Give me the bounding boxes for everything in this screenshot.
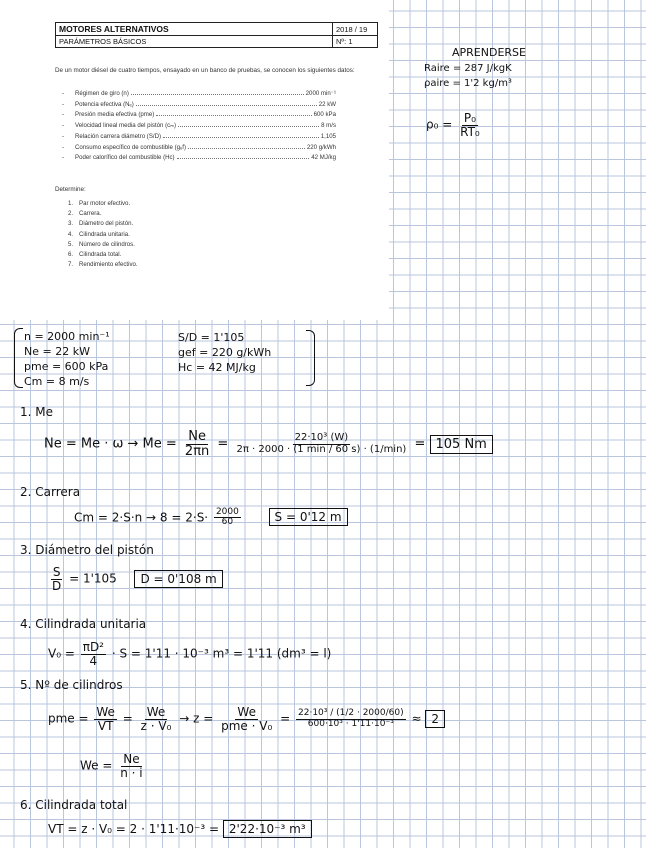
note-rho0-formula: ρ₀ = $\frac{\text{P₀}}{\text{RT₀}}$ [426, 111, 480, 139]
task-item: 1. Par motor efectivo. [68, 200, 131, 207]
data-item: - Régimen de giro (n) 2000 min⁻¹ [62, 90, 336, 97]
givens-left: n = 2000 min⁻¹ Ne = 22 kW pme = 600 kPa Cm = 8 m/s [24, 330, 110, 388]
step-5-equation: pme = $\frac{We}{VT}$ = $\frac{We}{\text{z · V₀}}$ → z = $\frac{We}{\text{pme · V₀}}$ = $\frac{\text{22·10³ / (1/2 · 2000/60)}}{\text{600·10³ · 1'11·10⁻³}}$ ≈ 2 [48, 706, 445, 732]
task-item: 7. Rendimiento efectivo. [68, 261, 138, 269]
data-list [62, 89, 336, 164]
data-item: - Consumo específico de combustible (gₑf) 220 g/kWh [62, 143, 336, 151]
header-number: Nº: 1 [333, 36, 378, 48]
task-item: 2. Carrera. [68, 210, 102, 218]
data-item: - Potencia efectiva (Nₑ) 22 kW [62, 100, 336, 108]
step-6-title: 6. Cilindrada total [20, 798, 128, 812]
step-5-result: 2 [425, 710, 445, 728]
header-title: MOTORES ALTERNATIVOS [56, 23, 333, 36]
step-3-equation: $\frac{S}{D}$ = 1'105 D = 0'108 m [48, 566, 223, 592]
task-item: 4. Cilindrada unitaria. [68, 230, 130, 238]
header-year: 2018 / 19 [333, 23, 378, 36]
data-item: - Presión media efectiva (pme) 600 kPa [62, 111, 336, 119]
step-1-equation: Ne = Me · ω → Me = $\frac{Ne}{2\pi n}$ = $\frac{\text{22·10³ (W)}}{2\pi \cdot 2000 \cdot (1 \min / 60 s) \cdot (1/\min)}$ = 105 Nm [44, 430, 493, 458]
step-5-title: 5. Nº de cilindros [20, 678, 123, 692]
notes-heading: APRENDERSE [452, 46, 526, 59]
step-3-result: D = 0'108 m [134, 570, 222, 588]
task-item: 5. Número de cilindros. [68, 240, 135, 248]
step-1-result: 105 Nm [430, 435, 493, 454]
step-6-result: 2'22·10⁻³ m³ [223, 820, 312, 838]
step-3-title: 3. Diámetro del pistón [20, 543, 154, 557]
determine-label: Determine: [55, 186, 86, 193]
header-subtitle: PARÁMETROS BÁSICOS [56, 36, 333, 48]
step-4-title: 4. Cilindrada unitaria [20, 617, 147, 631]
task-item: 6. Cilindrada total. [68, 251, 122, 259]
left-brace [14, 328, 23, 388]
header-table [55, 22, 378, 48]
task-list [68, 199, 138, 270]
givens-right: S/D = 1'105 gef = 220 g/kWh Hc = 42 MJ/kg [178, 331, 272, 374]
problem-sheet [0, 0, 389, 320]
right-brace [306, 330, 315, 386]
data-item: - Poder calorífico del combustible (Hc) 42 MJ/kg [62, 154, 336, 162]
data-item: - Relación carrera diámetro (S/D) 1,105 [62, 132, 336, 140]
step-2-title: 2. Carrera [20, 485, 81, 499]
statement-intro: De un motor diésel de cuatro tiempos, ensayado en un banco de pruebas, se conocen los siguientes datos: [55, 67, 355, 74]
step-5-we-equation: We = $\frac{Ne}{n \cdot i}$ [80, 752, 143, 780]
note-rho-air: ρaire = 1'2 kg/m³ [424, 78, 512, 89]
note-r-air: Raire = 287 J/kgK [424, 63, 512, 74]
step-4-equation: V₀ = $\frac{\text{πD²}}{4}$ · S = 1'11 · 10⁻³ m³ = 1'11 (dm³ = l) [48, 640, 332, 668]
task-item: 3. Diámetro del pistón. [68, 220, 134, 228]
step-6-equation: VT = z · V₀ = 2 · 1'11·10⁻³ = 2'22·10⁻³ m³ [48, 822, 312, 836]
step-2-equation: Cm = 2·S·n → 8 = 2·S· $\frac{2000}{60}$ S = 0'12 m [74, 508, 348, 528]
step-1-title: 1. Me [20, 405, 53, 419]
step-2-result: S = 0'12 m [269, 508, 348, 526]
data-item: - Velocidad lineal media del pistón (cₘ) 8 m/s [62, 122, 336, 130]
